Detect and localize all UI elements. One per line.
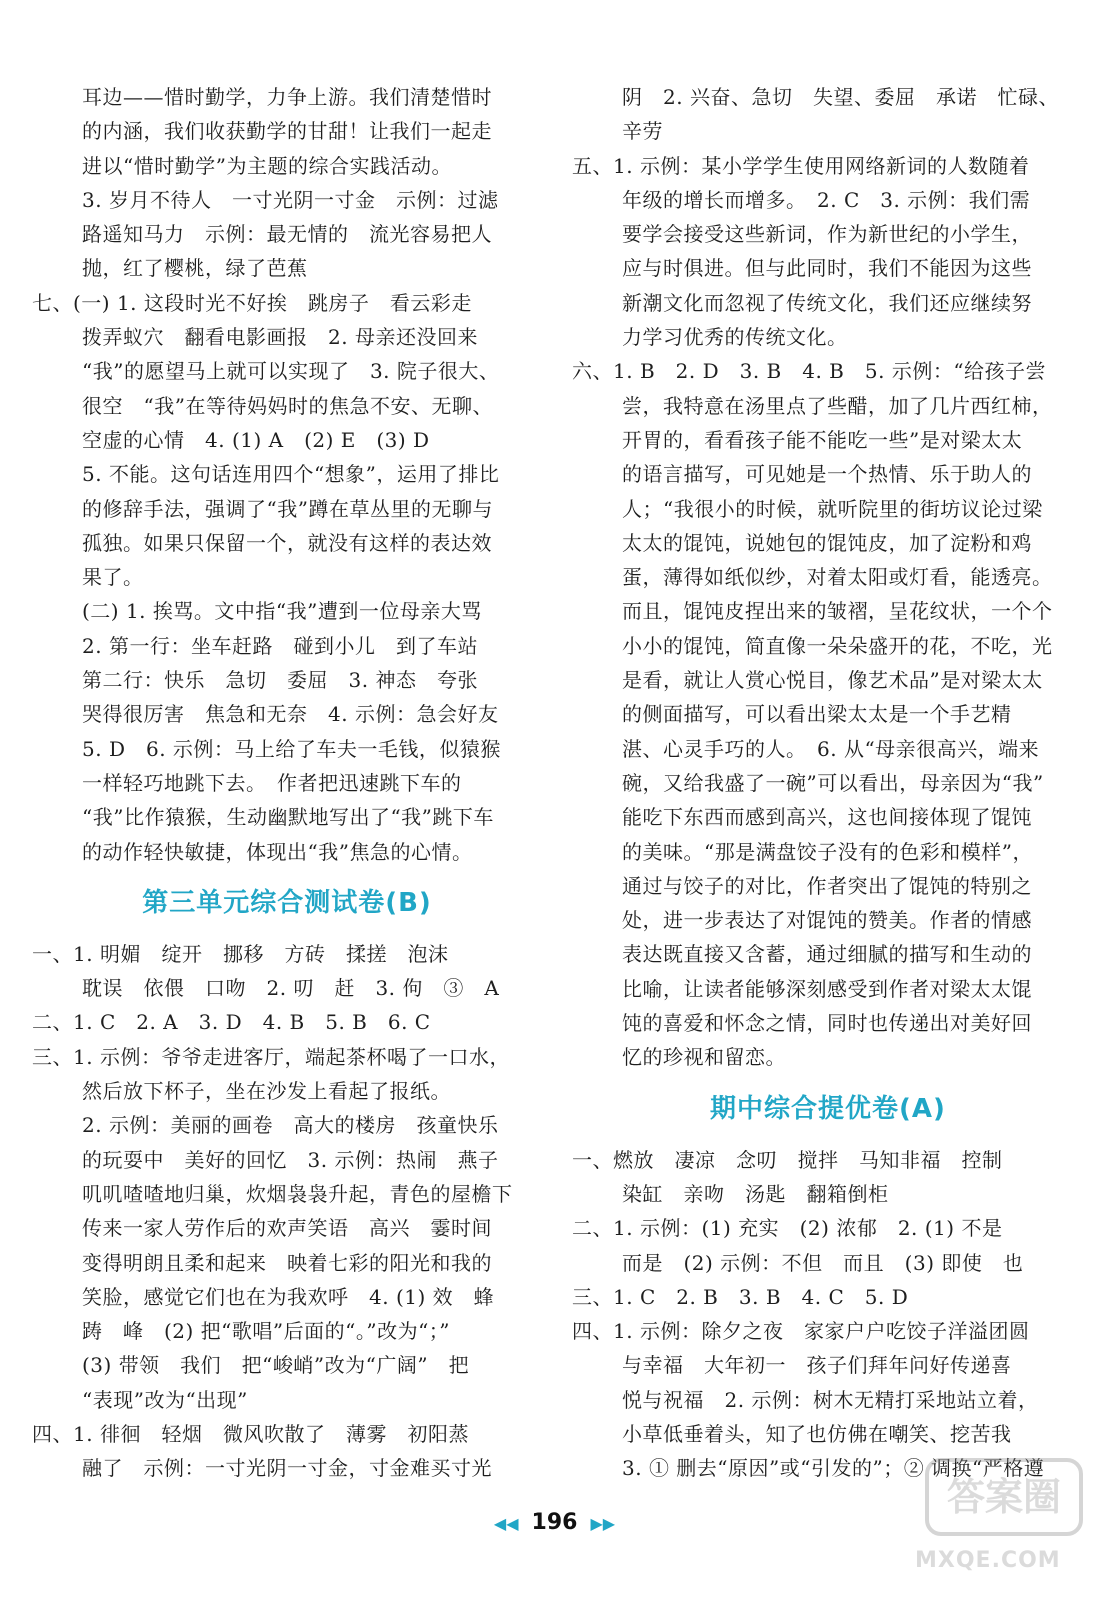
answer-line: 融了 示例：一寸光阴一寸金，寸金难买寸光: [82, 1456, 492, 1481]
section-heading-unit3-test-b: 第三单元综合测试卷(B): [142, 887, 432, 918]
answer-line: 表达既直接又含蓄，通过细腻的描写和生动的: [622, 942, 1032, 967]
left-answers-top: [32, 80, 542, 869]
answer-line: “我”的愿望马上就可以实现了 3. 院子很大、: [82, 359, 500, 384]
answer-line: 染缸 亲吻 汤匙 翻箱倒柜: [622, 1181, 889, 1206]
answer-line: 五、1. 示例：某小学学生使用网络新词的人数随着: [572, 153, 1030, 178]
answer-line: 传来一家人劳作后的欢声笑语 高兴 霎时间: [82, 1216, 492, 1241]
answer-line: 很空 “我”在等待妈妈时的焦急不安、无聊、: [82, 393, 493, 418]
watermark-logo: [905, 1452, 1085, 1590]
answer-line: 3. 岁月不待人 一寸光阴一寸金 示例：过滤: [82, 187, 499, 212]
answer-line: 阴 2. 兴奋、急切 失望、委屈 承诺 忙碌、: [622, 85, 1059, 109]
answer-line: 而是 (2) 示例：不但 而且 (3) 即使 也: [622, 1250, 1024, 1275]
answer-line: “我”比作猿猴，生动幽默地写出了“我”跳下车: [82, 805, 494, 830]
answer-line: 2. 第一行：坐车赶路 碰到小儿 到了车站: [82, 633, 478, 658]
answer-line: “表现”改为“出现”: [82, 1387, 248, 1412]
answer-line: 5. 不能。这句话连用四个“想象”，运用了排比: [82, 462, 500, 487]
answer-line: 三、1. 示例：爷爷走进客厅，端起茶杯喝了一口水，: [32, 1044, 510, 1069]
answer-line: 的动作轻快敏捷，体现出“我”焦急的心情。: [82, 839, 473, 864]
answer-line: 的语言描写，可见她是一个热情、乐于助人的: [622, 462, 1032, 487]
answer-line: 碗，又给我盛了一碗”可以看出，母亲因为“我”: [622, 770, 1044, 795]
answer-line: 处，进一步表达了对馄饨的赞美。作者的情感: [622, 908, 1032, 933]
answer-line: 辛劳: [622, 119, 663, 144]
next-arrows-icon: ▶▶: [590, 1514, 616, 1533]
answer-line: 一、1. 明媚 绽开 挪移 方砖 揉搓 泡沫: [32, 941, 449, 966]
answer-line: 3. ① 删去“原因”或“引发的”；② 调换“严格遵: [622, 1456, 1045, 1481]
right-answers-top: [572, 80, 1084, 1075]
answer-line: 应与时俱进。但与此同时，我们不能因为这些: [622, 256, 1032, 281]
answer-line: 的美味。“那是满盘饺子没有的色彩和模样”，: [622, 839, 1033, 864]
answer-line: 二、1. C 2. A 3. D 4. B 5. B 6. C: [32, 1010, 431, 1035]
answer-line: 忆的珍视和留恋。: [622, 1045, 786, 1070]
answer-line: 笑脸，感觉它们也在为我欢呼 4. (1) 效 蜂: [82, 1284, 495, 1309]
answer-line: 而且，馄饨皮捏出来的皱褶，呈花纹状，一个个: [622, 599, 1053, 624]
answer-line: 进以“惜时勤学”为主题的综合实践活动。: [82, 153, 452, 178]
answer-line: 小草低垂着头，知了也仿佛在嘲笑、挖苦我: [622, 1421, 1012, 1446]
answer-line: 四、1. 徘徊 轻烟 微风吹散了 薄雾 初阳蒸: [32, 1421, 469, 1446]
answer-line: 蛋，薄得如纸似纱，对着太阳或灯看，能透亮。: [622, 565, 1053, 590]
answer-line: 新潮文化而忽视了传统文化，我们还应继续努: [622, 290, 1032, 315]
answer-line: 5. D 6. 示例：马上给了车夫一毛钱，似猿猴: [82, 736, 501, 761]
right-column: [572, 80, 1084, 1486]
answer-line: 一、燃放 凄凉 念叨 搅拌 马知非福 控制: [572, 1147, 1003, 1172]
answer-line: 的玩耍中 美好的回忆 3. 示例：热闹 燕子: [82, 1147, 499, 1172]
answer-line: 开胃的，看看孩子能不能吃一些”是对梁太太: [622, 427, 1023, 452]
answer-line: 三、1. C 2. B 3. B 4. C 5. D: [572, 1284, 909, 1309]
answer-line: 一样轻巧地跳下去。 作者把迅速跳下车的: [82, 770, 462, 795]
answer-line: 七、(一) 1. 这段时光不好挨 跳房子 看云彩走: [32, 290, 472, 315]
page-number: 196: [531, 1510, 578, 1535]
answer-line: 四、1. 示例：除夕之夜 家家户户吃饺子洋溢团圆: [572, 1319, 1030, 1344]
answer-line: 通过与饺子的对比，作者突出了馄饨的特别之: [622, 873, 1032, 898]
answer-line: 的侧面描写，可以看出梁太太是一个手艺精: [622, 702, 1012, 727]
left-column: [32, 80, 542, 1486]
answer-line: 小小的馄饨，简直像一朵朵盛开的花，不吃，光: [622, 633, 1053, 658]
answer-line: 六、1. B 2. D 3. B 4. B 5. 示例：“给孩子尝: [572, 359, 1047, 384]
answer-line: 与幸福 大年初一 孩子们拜年问好传递喜: [622, 1353, 1012, 1378]
section-heading-midterm-a: 期中综合提优卷(A): [710, 1093, 946, 1124]
answer-line: 人；“我很小的时候，就听院里的街坊议论过梁: [622, 496, 1043, 521]
answer-line: 耳边——惜时勤学，力争上游。我们清楚惜时: [82, 85, 492, 109]
answer-line: 要学会接受这些新词，作为新世纪的小学生，: [622, 222, 1032, 247]
answer-line: 拨弄蚁穴 翻看电影画报 2. 母亲还没回来: [82, 325, 478, 350]
answer-line: 哭得很厉害 焦急和无奈 4. 示例：急会好友: [82, 702, 499, 727]
answer-line: 二、1. 示例：(1) 充实 (2) 浓郁 2. (1) 不是: [572, 1216, 1003, 1241]
answer-line: 力学习优秀的传统文化。: [622, 325, 848, 350]
answer-line: 路遥知马力 示例：最无情的 流光容易把人: [82, 222, 492, 247]
answer-line: 空虚的心情 4. (1) A (2) E (3) D: [82, 427, 430, 452]
answer-line: 饨的喜爱和怀念之情，同时也传递出对美好回: [622, 1011, 1032, 1036]
answer-line: 比喻，让读者能够深刻感受到作者对梁太太馄: [622, 976, 1032, 1001]
answer-line: 是看，就让人赏心悦目，像艺术品”是对梁太太: [622, 668, 1043, 693]
answer-line: 能吃下东西而感到高兴，这也间接体现了馄饨: [622, 805, 1032, 830]
right-answers-bottom: [572, 1143, 1084, 1486]
answer-line: 湛、心灵手巧的人。 6. 从“母亲很高兴，端来: [622, 736, 1040, 761]
answer-line: 果了。: [82, 565, 144, 590]
answer-line: 太太的馄饨，说她包的馄饨皮，加了淀粉和鸡: [622, 530, 1032, 555]
answer-line: 2. 示例：美丽的画卷 高大的楼房 孩童快乐: [82, 1113, 499, 1138]
answer-line: 然后放下杯子，坐在沙发上看起了报纸。: [82, 1079, 451, 1104]
answer-line: 尝，我特意在汤里点了些醋，加了几片西红柿，: [622, 393, 1053, 418]
answer-line: 踌 峰 (2) 把“歌唱”后面的“。”改为“；”: [82, 1319, 451, 1344]
answer-line: 悦与祝福 2. 示例：树木无精打采地站立着，: [622, 1387, 1039, 1412]
answer-line: 叽叽喳喳地归巢，炊烟袅袅升起，青色的屋檐下: [82, 1181, 513, 1206]
answer-line: 变得明朗且柔和起来 映着七彩的阳光和我的: [82, 1250, 492, 1275]
answer-line: (3) 带领 我们 把“峻峭”改为“广阔” 把: [82, 1353, 470, 1378]
watermark-url: MXQE.COM: [915, 1548, 1061, 1573]
answer-line: 的内涵，我们收获勤学的甘甜！让我们一起走: [82, 119, 492, 144]
answer-line: (二) 1. 挨骂。文中指“我”遭到一位母亲大骂: [82, 599, 482, 624]
answer-line: 第二行：快乐 急切 委屈 3. 神态 夸张: [82, 668, 478, 693]
answer-line: 孤独。如果只保留一个，就没有这样的表达效: [82, 530, 492, 555]
answer-line: 的修辞手法，强调了“我”蹲在草丛里的无聊与: [82, 496, 493, 521]
watermark-logo-text: 答案圈: [925, 1458, 1083, 1536]
answer-line: 抛，红了樱桃，绿了芭蕉: [82, 256, 308, 281]
prev-arrows-icon: ◀◀: [493, 1514, 519, 1533]
answer-line: 耽误 依偎 口吻 2. 叨 赶 3. 佝 ③ A: [82, 976, 500, 1001]
answer-line: 年级的增长而增多。 2. C 3. 示例：我们需: [622, 187, 1031, 212]
left-answers-bottom: [32, 937, 542, 1486]
